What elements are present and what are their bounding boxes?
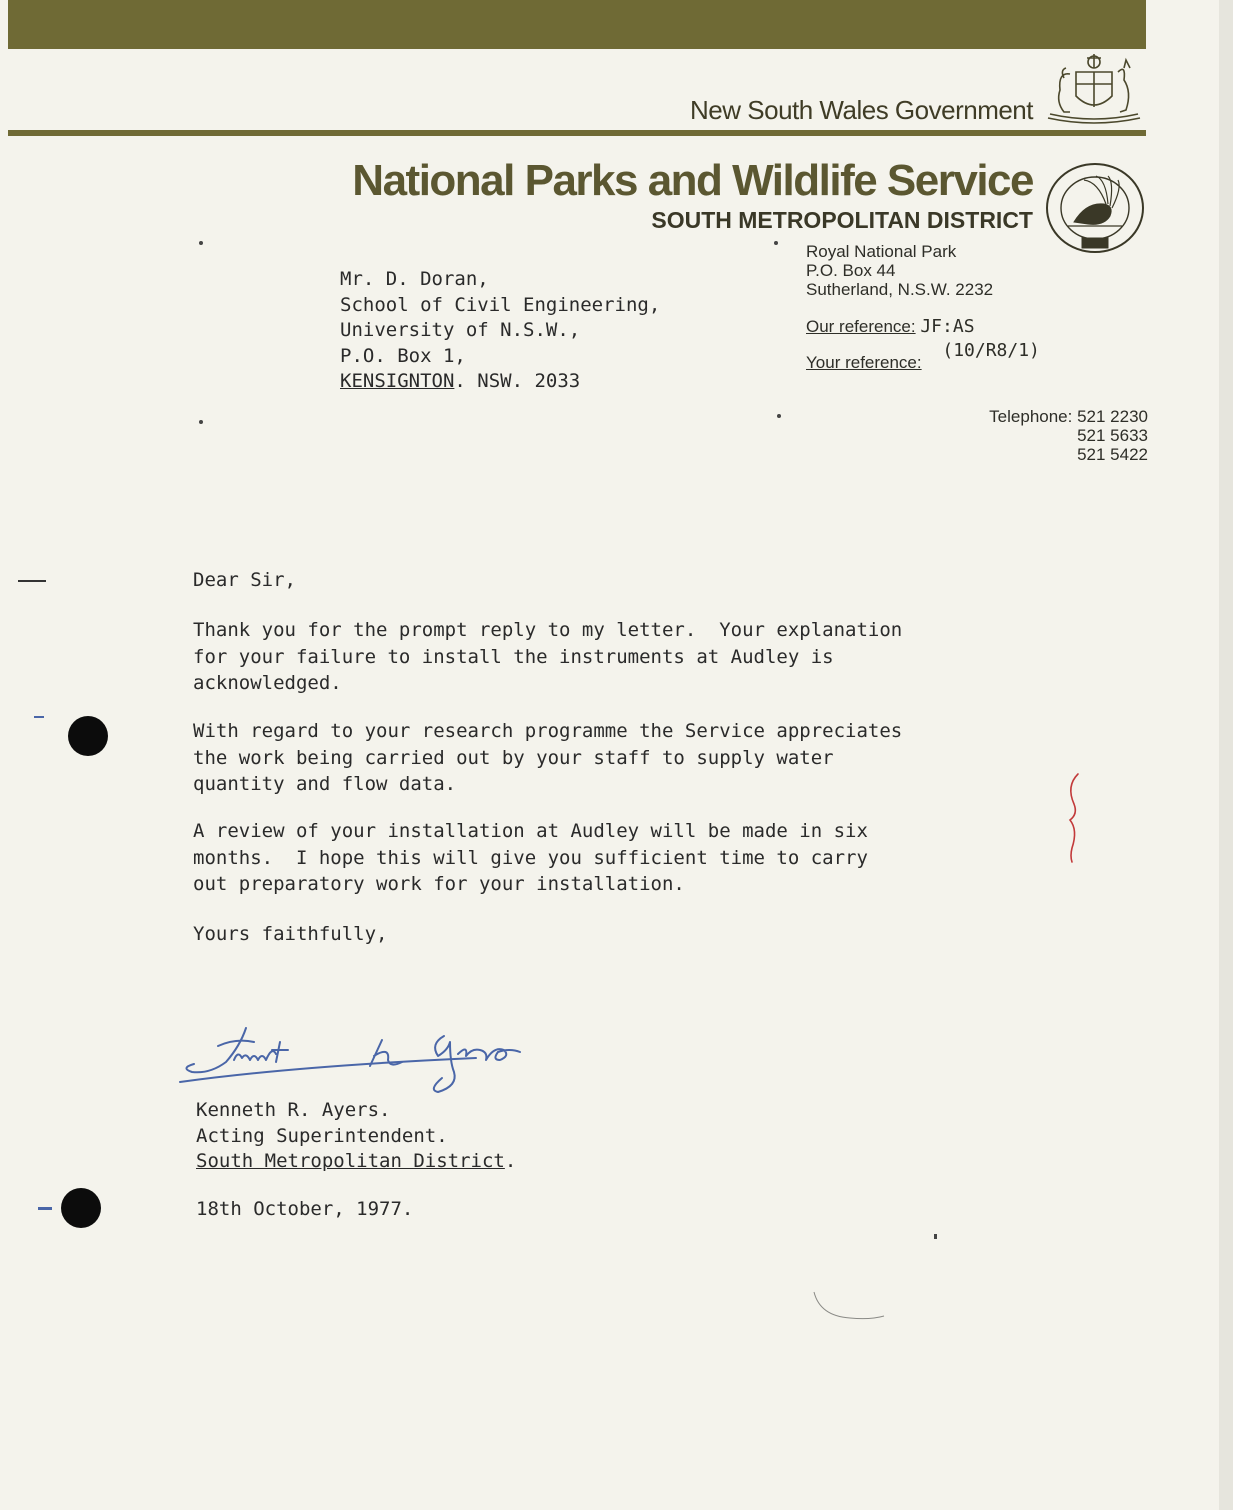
our-reference-value: JF:AS bbox=[920, 316, 975, 337]
telephone-number: 521 5422 bbox=[1077, 445, 1148, 464]
speck bbox=[934, 1234, 937, 1239]
recipient-line: School of Civil Engineering, bbox=[340, 293, 661, 316]
telephone-block bbox=[989, 407, 1148, 464]
recipient-line: University of N.S.W., bbox=[340, 319, 581, 341]
your-reference bbox=[806, 340, 1040, 373]
page-edge bbox=[1219, 0, 1233, 1510]
signatory-district-line bbox=[196, 1149, 516, 1175]
sender-address bbox=[806, 242, 993, 299]
punch-hole bbox=[61, 1188, 101, 1228]
red-margin-annotation bbox=[1062, 770, 1086, 865]
punch-hole bbox=[68, 716, 108, 756]
closing: Yours faithfully, bbox=[193, 923, 388, 945]
sender-address-line: P.O. Box 44 bbox=[806, 261, 896, 280]
pencil-mark bbox=[810, 1288, 890, 1324]
handwritten-signature bbox=[176, 1016, 556, 1106]
body-paragraph-1: Thank you for the prompt reply to my letter. Your explanation for your failure to install the instruments at Audley is acknowledged. bbox=[193, 619, 903, 694]
telephone-number: 521 5633 bbox=[1077, 426, 1148, 445]
speck bbox=[774, 241, 778, 245]
body-paragraph-2: With regard to your research programme the Service appreciates the work being carried out by your staff to supply water quantity and flow data. bbox=[193, 720, 903, 795]
government-title: New South Wales Government bbox=[690, 95, 1033, 125]
signatory-district: South Metropolitan District bbox=[196, 1150, 505, 1172]
npws-lyrebird-emblem-icon bbox=[1044, 160, 1146, 256]
signatory-district-punct: . bbox=[504, 1150, 517, 1172]
recipient-city: KENSIGNTON bbox=[340, 370, 455, 392]
your-reference-value: (10/R8/1) bbox=[942, 340, 1040, 361]
speck bbox=[777, 414, 781, 418]
district-title: SOUTH METROPOLITAN DISTRICT bbox=[651, 207, 1033, 233]
your-reference-label: Your reference: bbox=[806, 353, 922, 372]
speck bbox=[199, 420, 203, 424]
sender-address-line: Royal National Park bbox=[806, 242, 957, 261]
letter-date: 18th October, 1977. bbox=[196, 1198, 414, 1220]
our-reference-label: Our reference: bbox=[806, 317, 916, 336]
recipient-address bbox=[340, 267, 660, 395]
recipient-city-rest: . NSW. 2033 bbox=[454, 370, 581, 392]
body-paragraph-3: A review of your installation at Audley will be made in six months. I hope this will give you sufficient time to carry out preparatory work for your installation. bbox=[193, 820, 868, 895]
margin-mark bbox=[38, 1207, 52, 1210]
service-title: National Parks and Wildlife Service bbox=[352, 156, 1033, 205]
salutation: Dear Sir, bbox=[193, 569, 296, 591]
telephone-number: 521 2230 bbox=[1077, 407, 1148, 426]
speck bbox=[199, 241, 203, 245]
telephone-label: Telephone: bbox=[989, 407, 1073, 426]
margin-mark bbox=[18, 580, 46, 582]
signatory-name: Kenneth R. Ayers. bbox=[196, 1099, 391, 1121]
margin-mark bbox=[34, 716, 44, 718]
sender-address-line: Sutherland, N.S.W. 2232 bbox=[806, 280, 994, 299]
signature-block bbox=[196, 1098, 516, 1175]
letterhead-top-band bbox=[8, 0, 1146, 49]
nsw-coat-of-arms-icon bbox=[1040, 52, 1146, 128]
our-reference bbox=[806, 316, 975, 337]
signatory-title: Acting Superintendent. bbox=[196, 1124, 448, 1147]
recipient-line: P.O. Box 1, bbox=[340, 344, 466, 367]
recipient-city-line bbox=[340, 369, 660, 395]
letterhead-rule bbox=[8, 130, 1146, 136]
recipient-line: Mr. D. Doran, bbox=[340, 268, 489, 290]
